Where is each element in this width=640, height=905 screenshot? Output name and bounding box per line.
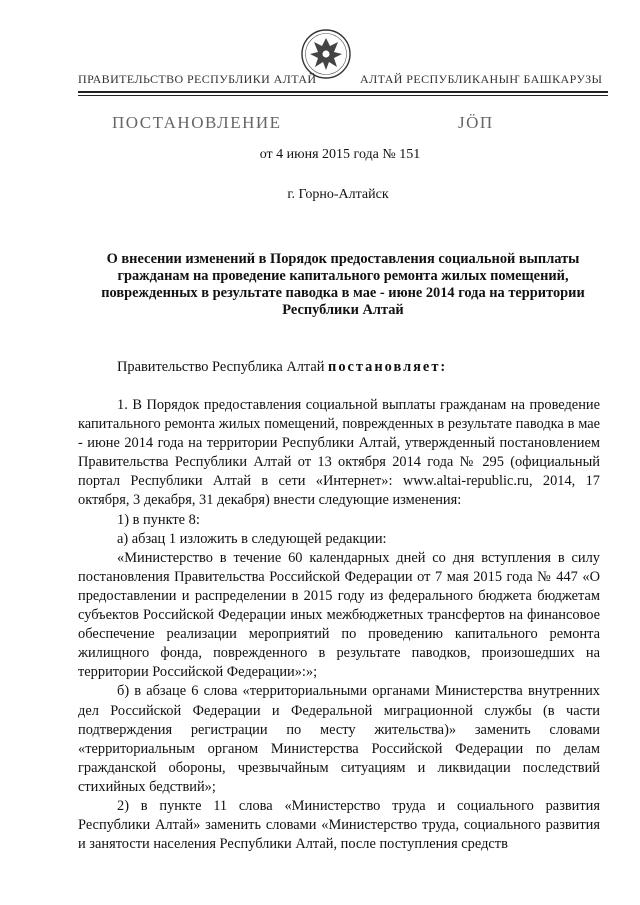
document-city: г. Горно-Алтайск — [287, 187, 389, 202]
header-divider-thin — [78, 95, 608, 96]
doc-type-ru: ПОСТАНОВЛЕНИЕ — [112, 113, 282, 132]
paragraph: «Министерство в течение 60 календарных дней со дня вступления в силу постановления Правительства Российской Федерации от 7 мая 2015 года № 447 «О предоставлении и распределении в 2015 году из федерального бюджета бюджетам субъектов Российской Федерации иных межбюджетных трансфертов на финансовое обеспечение реализации мероприятий по проведению капитального ремонта жилищного фонда, поврежденного в результате паводков, произошедших на территории Российской Федерации»:»; — [78, 549, 600, 681]
decree-line — [117, 359, 447, 376]
paragraph: 2) в пункте 11 слова «Министерство труда и социального развития Республики Алтай» заменить словами «Министерство труда, социального развития и занятости населения Республики Алтай, после поступления средств — [78, 797, 600, 853]
paragraph: а) абзац 1 изложить в следующей редакции: — [117, 530, 387, 547]
paragraph: б) в абзаце 6 слова «территориальными органами Министерства внутренних дел Российской Федерации и Федеральной миграционной службы (в части подтверждения регистрации по месту жительства)» заменить словами «территориальным органом Министерства Российской Федерации по делам гражданской обороны, чрезвычайным ситуациям и ликвидации последствий стихийных бедствий»; — [78, 683, 600, 795]
paragraph: 1) в пункте 8: — [117, 511, 200, 528]
document-date-number: от 4 июня 2015 года № 151 — [259, 147, 421, 162]
decree-verb: постановляет: — [328, 359, 448, 375]
document-title: О внесении изменений в Порядок предоставления социальной выплаты гражданам на проведение капитального ремонта жилых помещений, поврежденных в результате паводка в мае - июне 2014 года на территории Республики Алтай — [101, 251, 585, 318]
doc-type-alt: JÖП — [458, 113, 494, 132]
paragraph: 1. В Порядок предоставления социальной выплаты гражданам на проведение капитального ремонта жилых помещений, поврежденных в результате паводка в мае - июне 2014 года на территории Республики Алтай, утвержденный постановлением Правительства Республики Алтай от 13 октября 2014 года № 295 (официальный портал Республики Алтай в сети «Интернет»: www.altai-republic.ru, 2014, 17 октября, 3 декабря, 31 декабря) внести следующие изменения: — [78, 397, 600, 509]
document-body — [78, 396, 600, 854]
header-government-ru: ПРАВИТЕЛЬСТВО РЕСПУБЛИКИ АЛТАЙ — [78, 72, 317, 86]
header-government-alt: АЛТАЙ РЕСПУБЛИКАНЫҤ БАШКАРУЗЫ — [360, 72, 603, 86]
header-divider-thick — [78, 91, 608, 93]
decree-prefix: Правительство Республика Алтай — [117, 359, 329, 375]
